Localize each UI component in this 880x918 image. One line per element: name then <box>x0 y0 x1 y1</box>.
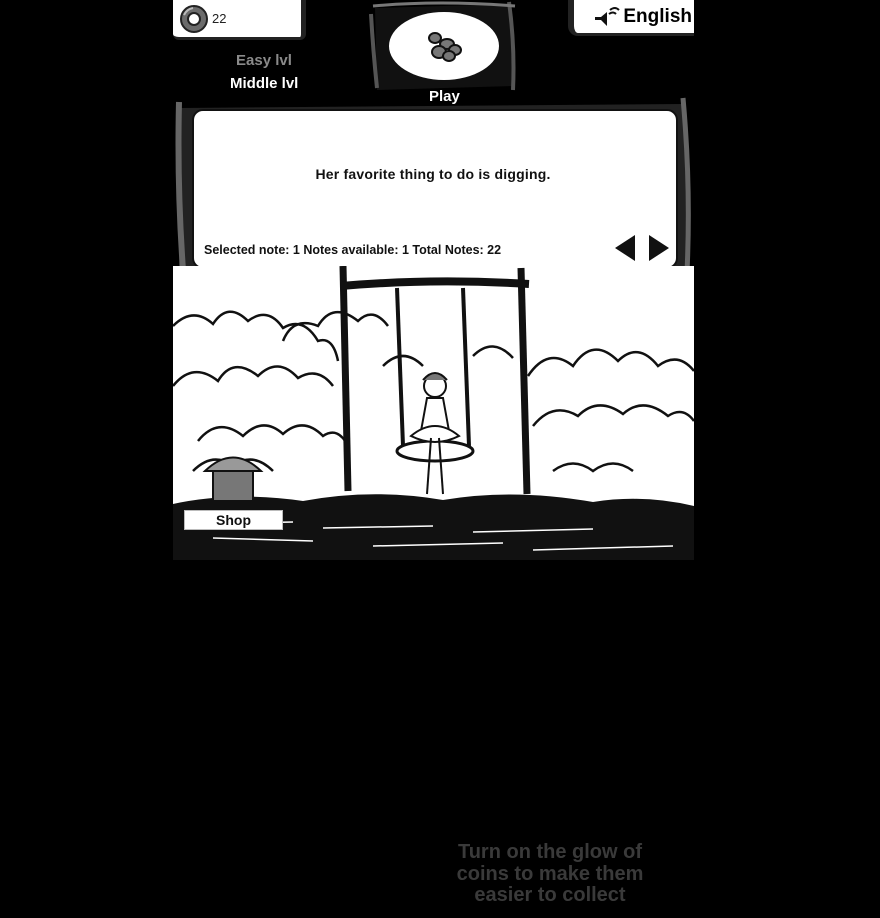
speaker-icon <box>593 4 621 30</box>
language-label: English <box>623 5 692 27</box>
arrow-left-icon[interactable] <box>613 233 637 263</box>
coin-counter <box>173 0 306 40</box>
middle-level-option[interactable]: Middle lvl <box>230 75 299 92</box>
shop-button[interactable]: Shop <box>184 510 283 530</box>
mushroom-house <box>205 458 261 502</box>
coin-icon <box>178 3 210 35</box>
coin-count: 22 <box>212 11 227 26</box>
arrow-right-icon[interactable] <box>647 233 671 263</box>
note-text: Her favorite thing to do is digging. <box>315 166 551 182</box>
hint-text: Turn on the glow of coins to make them easier to collect <box>456 841 644 906</box>
game-area <box>173 0 694 560</box>
play-button[interactable] <box>369 0 517 92</box>
note-status: Selected note: 1 Notes available: 1 Total Notes: 22 <box>204 243 502 257</box>
language-button[interactable] <box>568 0 694 36</box>
play-label[interactable]: Play <box>429 88 460 105</box>
easy-level-option[interactable]: Easy lvl <box>236 52 292 69</box>
